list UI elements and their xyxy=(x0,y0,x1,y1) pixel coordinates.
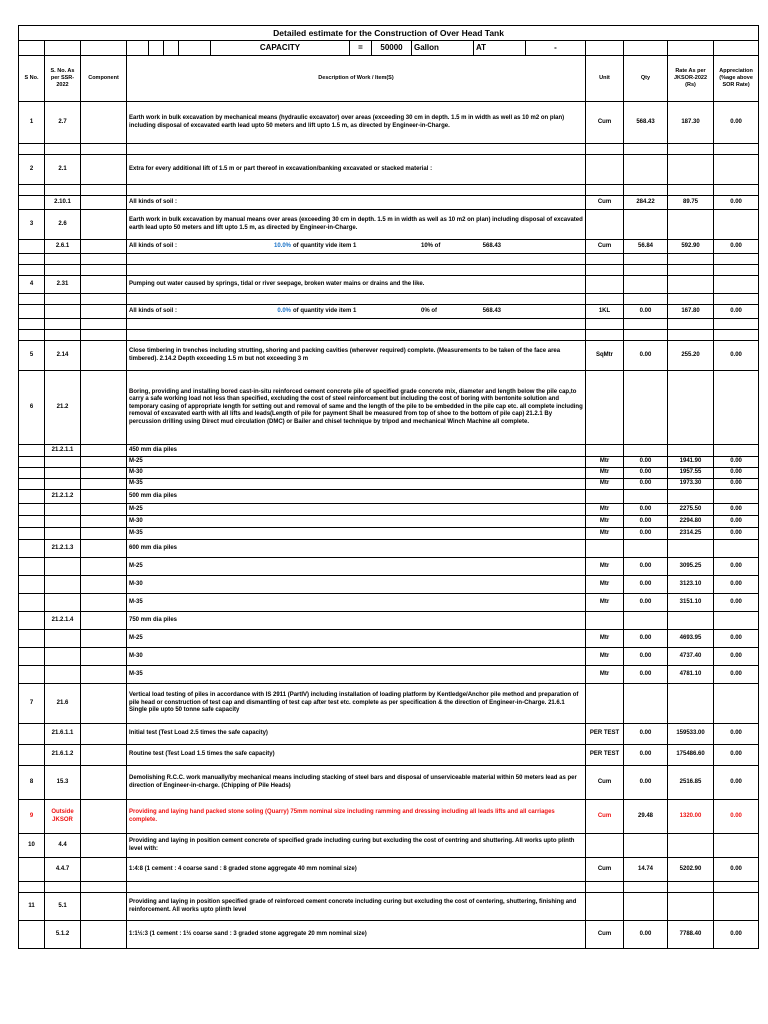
table-row: 4 2.31 Pumping out water caused by springs, tidal or river seepage, broken water mains or drains and the like. xyxy=(19,276,759,294)
table-row: 6 21.2 Boring, providing and installing bored cast-in-situ reinforced cement concrete pile of specified grade concrete mix, diameter and length below the pile cap,to carry a safe working load not less than specified, excluding the cost of steel reinforcement but including the cost of boring with bentonite solution and temporary casing of appropriate length for setting out and removal of same and the length of the pile to be embedded in the pile cap etc. all complete including removal of excavated earth with all lifts and leads(Length of pile for payment Shall be measured from top of shoe to the bottom of pile cap) 21.2.1 By percussion drilling using Direct mud circulation (DMC) or Bailer and chisel technique by tripod and mechanical Winch Machine all complete. xyxy=(19,371,759,445)
table-row: 9 Outside JKSOR Providing and laying hand packed stone soling (Quarry) 75mm nominal size including ramming and dressing including all leads lifts and all carriages complete. Cum 29.48 1320.00 0.00 xyxy=(19,800,759,834)
table-row: 2.6.1 All kinds of soil : 10.0% of quantity vide item 1 10% of 568.43 Cum 56.84 592.90 0.00 xyxy=(19,240,759,254)
table-row: M-25 Mtr 0.00 1941.90 0.00 xyxy=(19,457,759,468)
table-row: M-35 Mtr 0.00 3151.10 0.00 xyxy=(19,594,759,612)
table-row: 21.6.1.2 Routine test (Test Load 1.5 times the safe capacity) PER TEST 0.00 175486.60 0.00 xyxy=(19,745,759,766)
table-row: M-30 Mtr 0.00 1957.55 0.00 xyxy=(19,468,759,479)
table-row: 21.6.1.1 Initial test (Test Load 2.5 times the safe capacity) PER TEST 0.00 159533.00 0.00 xyxy=(19,724,759,745)
estimate-table xyxy=(18,25,759,949)
capacity-label: CAPACITY xyxy=(211,41,350,56)
table-row: 21.2.1.1 450 mm dia piles xyxy=(19,445,759,457)
table-row: 10 4.4 Providing and laying in position cement concrete of specified grade including curing but excluding the cost of centring and shuttering. All works upto plinth level with: xyxy=(19,834,759,858)
table-row: M-35 Mtr 0.00 4781.10 0.00 xyxy=(19,666,759,684)
table-row: M-35 Mtr 0.00 1973.30 0.00 xyxy=(19,479,759,490)
table-row: 8 15.3 Demolishing R.C.C. work manually/by mechanical means including stacking of steel bars and disposal of unserviceable material within 50 meters lead as per direction of Engineer-in-charge. (Chipping of Pile Heads) Cum 0.00 2516.85 0.00 xyxy=(19,766,759,800)
table-row: 21.2.1.2 500 mm dia piles xyxy=(19,490,759,504)
col-desc: Description of Work / Item(S) xyxy=(127,56,586,102)
header-row xyxy=(19,56,759,102)
col-qty: Qty xyxy=(624,56,668,102)
table-row: 2.10.1 All kinds of soil : Cum 284.22 89.75 0.00 xyxy=(19,196,759,210)
table-row: 7 21.6 Vertical load testing of piles in accordance with IS 2911 (PartIV) including installation of loading platform by Kentledge/Anchor pile method and preparation of pile head or construction of test cap and dismantling of test cap after test etc. complete as per specification & the direction of Engineer-in-Charge. 21.6.1 Single pile upto 50 tonne safe capacity xyxy=(19,684,759,724)
table-row: M-30 Mtr 0.00 3123.10 0.00 xyxy=(19,576,759,594)
table-row: All kinds of soil : 0.0% of quantity vide item 1 0% of 568.43 1KL 0.00 167.80 0.00 xyxy=(19,305,759,319)
table-row: 4.4.7 1:4:8 (1 cement : 4 coarse sand : 8 graded stone aggregate 40 mm nominal size) Cum 14.74 5202.90 0.00 xyxy=(19,858,759,882)
capacity-location: - xyxy=(526,41,586,56)
capacity-unit: Gallon xyxy=(412,41,474,56)
table-row: 1 2.7 Earth work in bulk excavation by mechanical means (hydraulic excavator) over areas (exceeding 30 cm in depth. 1.5 m in width as well as 10 m2 on plan) including disposal of excavated earth lead upto 50 meters and lift upto 1.5 m, as directed by Engineer-in-Charge. Cum 568.43 187.30 0.00 xyxy=(19,102,759,144)
capacity-at: AT xyxy=(474,41,526,56)
col-sno: S No. xyxy=(19,56,45,102)
table-row: 2 2.1 Extra for every additional lift of 1.5 m or part thereof in excavation/banking excavated or stacked material : xyxy=(19,155,759,185)
table-row: 21.2.1.3 600 mm dia piles xyxy=(19,540,759,558)
table-row: M-30 Mtr 0.00 4737.40 0.00 xyxy=(19,648,759,666)
estimate-sheet xyxy=(18,25,752,949)
table-row: 5.1.2 1:1½:3 (1 cement : 1½ coarse sand : 3 graded stone aggregate 20 mm nominal size) Cum 0.00 7788.40 0.00 xyxy=(19,921,759,949)
capacity-value: 50000 xyxy=(372,41,412,56)
col-unit: Unit xyxy=(586,56,624,102)
table-row: 21.2.1.4 750 mm dia piles xyxy=(19,612,759,630)
col-component: Component xyxy=(81,56,127,102)
table-row: M-25 Mtr 0.00 4693.95 0.00 xyxy=(19,630,759,648)
page-title: Detailed estimate for the Construction of Over Head Tank xyxy=(19,26,759,41)
table-row: M-25 Mtr 0.00 3095.25 0.00 xyxy=(19,558,759,576)
table-row: 11 5.1 Providing and laying in position specified grade of reinforced cement concrete including curing but excluding the cost of centering, shuttering, finishing and reinforcement. All works upto plinth level xyxy=(19,893,759,921)
table-row: M-25 Mtr 0.00 2275.50 0.00 xyxy=(19,504,759,516)
table-row: M-35 Mtr 0.00 2314.25 0.00 xyxy=(19,528,759,540)
col-ssr: S. No. As per SSR-2022 xyxy=(45,56,81,102)
table-row: 3 2.6 Earth work in bulk excavation by manual means over areas (exceeding 30 cm in depth. 1.5 m in width as well as 10 m2 on plan) including disposal of excavated earth lead upto 50 meters and lift upto 1.5 m, as directed by Engineer-in-Charge. xyxy=(19,210,759,240)
col-appr: Appreciation (%age above SOR Rate) xyxy=(714,56,759,102)
capacity-eq: = xyxy=(350,41,372,56)
col-rate: Rate As per JKSOR-2022 (Rs) xyxy=(668,56,714,102)
table-row: 5 2.14 Close timbering in trenches including strutting, shoring and packing cavities (wherever required) complete. (Measurements to be taken of the face area timbered). 2.14.2 Depth exceeding 1.5 m but not exceeding 3 m SqMtr 0.00 255.20 0.00 xyxy=(19,341,759,371)
table-row: M-30 Mtr 0.00 2294.80 0.00 xyxy=(19,516,759,528)
